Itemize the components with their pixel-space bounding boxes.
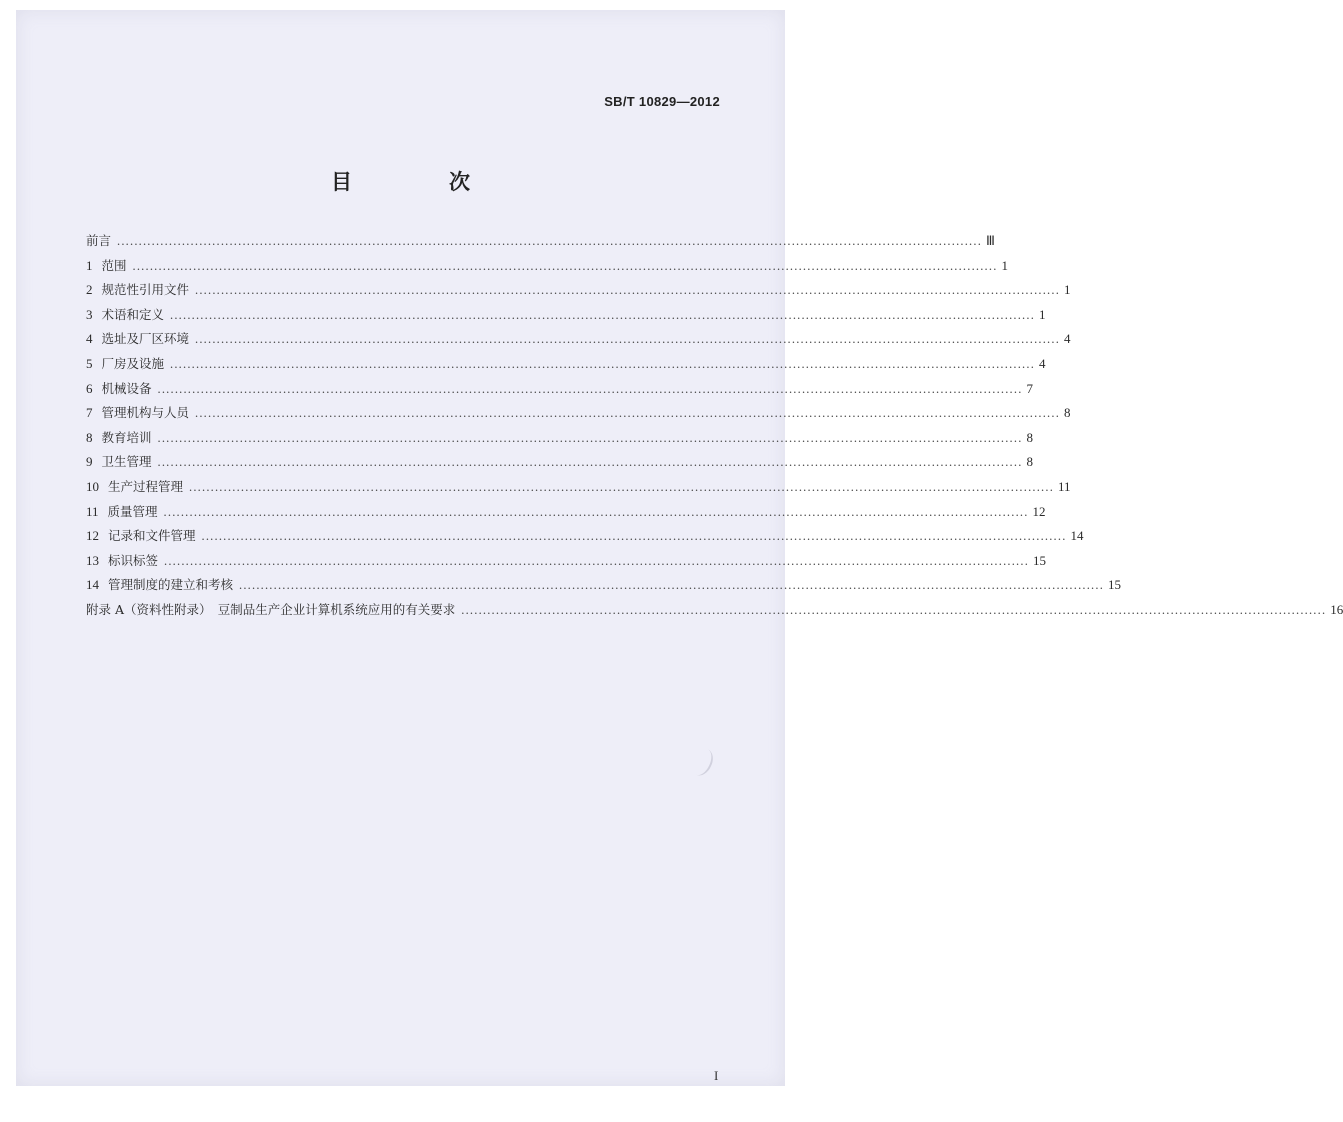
toc-entry-text: 记录和文件管理 — [108, 528, 196, 544]
toc-entry-number: 10 — [86, 478, 99, 494]
toc-entry-text: 卫生管理 — [101, 454, 152, 470]
toc-entry-page: 15 — [1033, 552, 1047, 568]
toc-entry[interactable] — [86, 575, 1122, 600]
toc-entry-number: 12 — [86, 528, 99, 544]
toc-entry[interactable] — [86, 329, 1071, 354]
toc-entry-page: 15 — [1108, 577, 1122, 593]
page-number: I — [714, 1068, 719, 1083]
toc-entry-number: 2 — [86, 282, 93, 298]
toc-entry-number: 4 — [86, 331, 93, 347]
toc-entry-page: 8 — [1026, 429, 1034, 445]
toc-entry-number: 5 — [86, 355, 93, 371]
dot-leader: ........................................................................................................................................................................................................ — [189, 479, 1055, 494]
dot-leader: ........................................................................................................................................................................................................ — [157, 381, 1023, 396]
toc-entry-page: 8 — [1064, 405, 1071, 421]
toc-entry[interactable] — [86, 305, 1046, 330]
dot-leader: ........................................................................................................................................................................................................ — [170, 356, 1036, 371]
dot-leader: ........................................................................................................................................................................................................ — [201, 529, 1067, 544]
toc-entry-text: 质量管理 — [107, 503, 158, 519]
toc-entry-text: 生产过程管理 — [108, 478, 184, 494]
toc-entry-number: 11 — [86, 503, 99, 519]
dot-leader: ........................................................................................................................................................................................................ — [170, 307, 1036, 322]
toc-entry-text: 管理机构与人员 — [101, 405, 190, 421]
toc-entry-annex-a[interactable] — [86, 600, 1343, 625]
toc-entry[interactable] — [86, 256, 1009, 281]
toc-entry[interactable] — [86, 452, 1034, 477]
toc-entry-text: 标识标签 — [108, 552, 159, 568]
toc-entry[interactable] — [86, 502, 1046, 527]
toc-entry-text: 管理制度的建立和考核 — [108, 577, 234, 593]
toc-entry[interactable] — [86, 428, 1034, 453]
toc-entry-number: 1 — [86, 257, 93, 273]
toc-title: 目 次 — [331, 170, 508, 194]
toc-entry-number: 13 — [86, 552, 99, 568]
toc-entry-page: 4 — [1039, 355, 1046, 371]
toc-entry-number: 9 — [86, 454, 93, 470]
standard-code: SB/T 10829—2012 — [604, 94, 720, 109]
toc-entry-page: 8 — [1026, 454, 1034, 470]
dot-leader: ........................................................................................................................................................................................................ — [157, 430, 1023, 445]
table-of-contents — [86, 231, 1343, 625]
toc-entry-text: 机械设备 — [101, 380, 152, 396]
toc-entry-text: 选址及厂区环境 — [101, 331, 190, 347]
toc-entry[interactable] — [86, 354, 1046, 379]
dot-leader: ........................................................................................................................................................................................................ — [195, 283, 1061, 298]
dot-leader: ........................................................................................................................................................................................................ — [195, 406, 1061, 421]
dot-leader: ........................................................................................................................................................................................................ — [157, 455, 1023, 470]
toc-entry[interactable] — [86, 280, 1071, 305]
toc-entry[interactable] — [86, 526, 1084, 551]
toc-entry-number: 3 — [86, 306, 93, 322]
toc-entry-page: 1 — [1064, 282, 1071, 298]
toc-entry-text: 前言 — [86, 233, 112, 248]
document-page — [16, 10, 1343, 1086]
toc-entry-page: 11 — [1058, 478, 1071, 494]
toc-entry-text: 范围 — [101, 257, 127, 273]
toc-entry-page: 16 — [1330, 601, 1343, 617]
toc-entry-text: 术语和定义 — [101, 306, 165, 322]
dot-leader: ........................................................................................................................................................................................................ — [239, 578, 1105, 593]
toc-entry[interactable] — [86, 477, 1071, 502]
toc-entry-page: 14 — [1070, 528, 1084, 544]
toc-entry-page: 1 — [1039, 306, 1046, 322]
toc-entry-text: 教育培训 — [101, 429, 152, 445]
dot-leader: ........................................................................................................................................................................................................ — [164, 553, 1030, 568]
toc-entry[interactable] — [86, 403, 1071, 428]
toc-entry-page: 1 — [1001, 257, 1009, 273]
paper-smudge — [687, 745, 717, 779]
toc-entry-text: 附录 A（资料性附录） 豆制品生产企业计算机系统应用的有关要求 — [86, 601, 456, 617]
dot-leader: ........................................................................................................................................................................................................ — [461, 602, 1327, 617]
toc-entry[interactable] — [86, 551, 1047, 576]
dot-leader: ........................................................................................................................................................................................................ — [163, 504, 1029, 519]
toc-entry-number: 8 — [86, 429, 93, 445]
toc-entry-text: 厂房及设施 — [101, 355, 165, 371]
toc-entry-page: Ⅲ — [986, 233, 995, 248]
toc-entry-page: 4 — [1064, 331, 1071, 347]
toc-entry-text: 规范性引用文件 — [101, 282, 190, 298]
toc-entry-foreword[interactable] — [86, 231, 995, 256]
toc-entry-number: 7 — [86, 405, 93, 421]
dot-leader: ........................................................................................................................................................................................................ — [195, 332, 1061, 347]
toc-entry[interactable] — [86, 379, 1034, 404]
toc-entry-number: 6 — [86, 380, 93, 396]
dot-leader: ........................................................................................................................................................................................................ — [132, 258, 998, 273]
toc-entry-page: 12 — [1032, 503, 1046, 519]
dot-leader: ........................................................................................................................................................................................................ — [117, 234, 983, 248]
toc-entry-number: 14 — [86, 577, 99, 593]
toc-entry-page: 7 — [1026, 380, 1034, 396]
